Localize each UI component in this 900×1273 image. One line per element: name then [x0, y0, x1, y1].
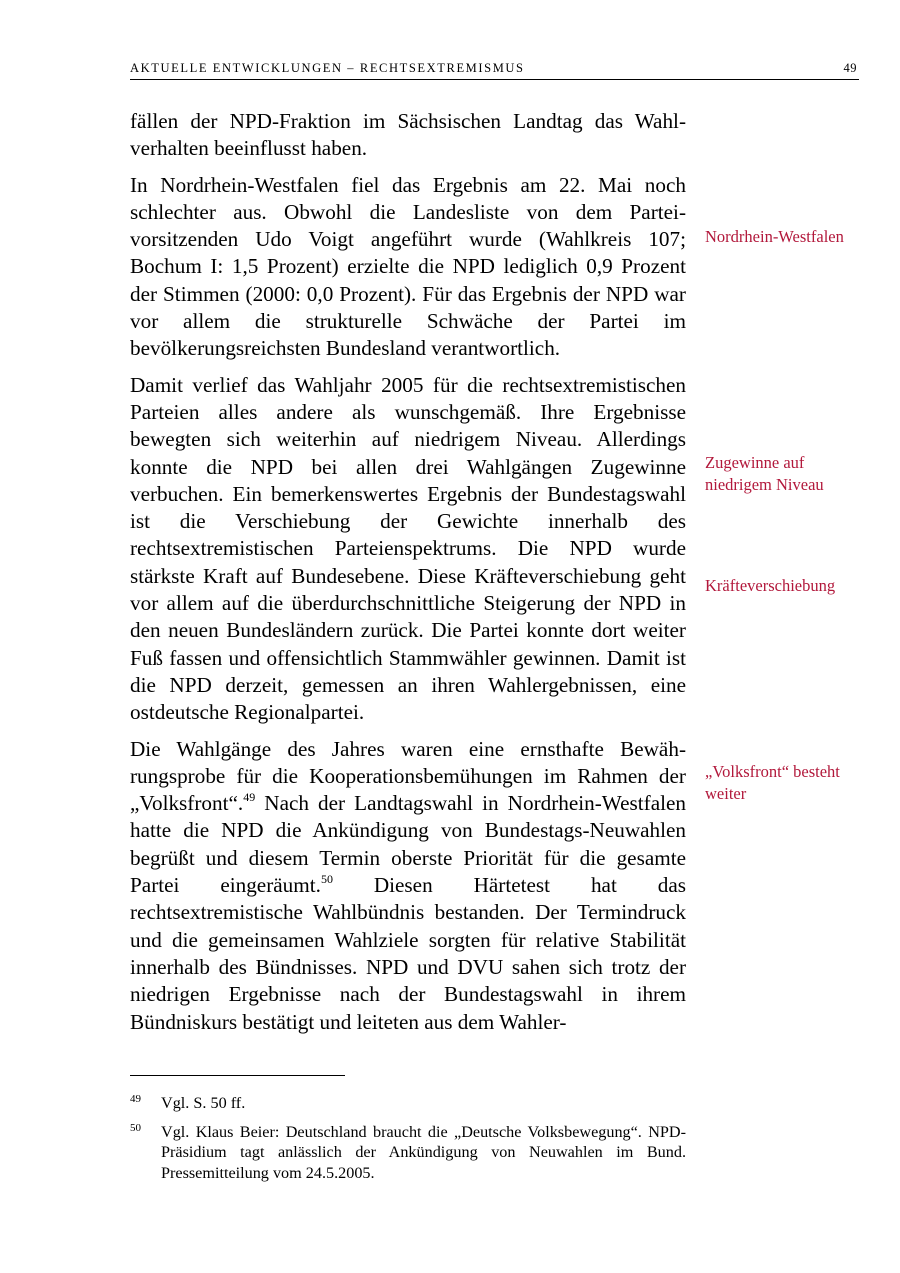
paragraph-4	[130, 736, 686, 1036]
margin-note-volksfront: „Volksfront“ besteht weiter	[705, 762, 840, 803]
footnote-rule	[130, 1075, 345, 1076]
header-rule	[130, 79, 859, 80]
margin-note-zugewinne: Zugewinne auf niedrigem Niveau	[705, 453, 824, 494]
footnote-ref-49[interactable]: 49	[243, 790, 256, 805]
margin-note-nordrhein-westfalen: Nordrhein-Westfalen	[705, 227, 844, 246]
footnote-number: 49	[130, 1093, 141, 1105]
paragraph-4-part-2: Nach der Landtagswahl in Nordrhein-Westfalen hatte die NPD die Ankündigung von Bundestags-Neuwahlen begrüßt und diesem Termin oberste Priorität für die gesamte Partei eingeräumt.	[130, 791, 686, 898]
paragraph-4-part-1: Die Wahlgänge des Jahres waren eine ernsthafte Bewährungsprobe für die Kooperationsbemühungen im Rahmen der „Volksfront“.	[130, 736, 686, 816]
footnote-text: Vgl. Klaus Beier: Deutschland braucht die „Deutsche Volksbewegung“. NPD-Präsidium tagt anlässlich der Ankündigung von Neuwahlen im Bund. Pressemitteilung vom 24.5.2005.	[161, 1122, 686, 1182]
paragraph-1: fällen der NPD-Fraktion im Sächsischen Landtag das Wahlverhalten beeinflusst haben.	[130, 109, 686, 161]
footnote-49	[130, 1093, 686, 1114]
paragraph-4-part-3: Diesen Härtetest hat das rechtsextremistische Wahlbündnis bestanden. Der Termindruck und die gemeinsamen Wahlziele sorgten für relative Stabilität innerhalb des Bündnisses. NPD und DVU sahen sich trotz der niedrigen Ergebnisse nach der Bundestagswahl in ihrem Bündniskurs bestätigt und leiteten aus dem Wahler-	[130, 873, 686, 1034]
body-text	[130, 108, 686, 1045]
footnote-text: Vgl. S. 50 ff.	[161, 1094, 246, 1112]
footnote-number: 50	[130, 1121, 141, 1134]
footnotes	[130, 1093, 686, 1191]
paragraph-2: In Nordrhein-Westfalen fiel das Ergebnis am 22. Mai noch schlechter aus. Obwohl die Landesliste von dem Parteivorsitzenden Udo Voigt angeführt wurde (Wahlkreis 107; Bochum I: 1,5 Prozent) erzielte die NPD lediglich 0,9 Prozent der Stimmen (2000: 0,0 Prozent). Für das Ergebnis der NPD war vor allem die strukturelle Schwäche der Partei im bevölkerungsreichsten Bundesland verantwortlich.	[130, 172, 686, 361]
page-number: 49	[843, 61, 857, 75]
paragraph-3: Damit verlief das Wahljahr 2005 für die rechtsextremistischen Parteien alles andere als wunschgemäß. Ihre Ergebnisse bewegten sich weiterhin auf niedrigem Niveau. Allerdings konnte die NPD bei allen drei Wahlgängen Zugewinne verbuchen. Ein bemerkenswertes Ergebnis der Bundestagswahl ist die Verschiebung der Gewichte innerhalb des rechtsextremistischen Parteienspektrums. Die NPD wurde stärkste Kraft auf Bundesebene. Diese Kräfteverschiebung geht vor allem auf die überdurchschnittliche Steigerung der NPD in den neuen Bundesländern zurück. Die Partei konnte dort weiter Fuß fassen und offensichtlich Stammwähler gewinnen. Damit ist die NPD derzeit, gemessen an ihren Wahlergebnissen, eine ostdeutsche Regionalpartei.	[130, 372, 686, 725]
running-title: AKTUELLE ENTWICKLUNGEN – RECHTSEXTREMISMUS	[130, 61, 525, 75]
margin-note-kraefteverschiebung: Kräfteverschiebung	[705, 576, 836, 595]
footnote-ref-50[interactable]: 50	[320, 872, 333, 887]
footnote-50	[130, 1122, 686, 1184]
